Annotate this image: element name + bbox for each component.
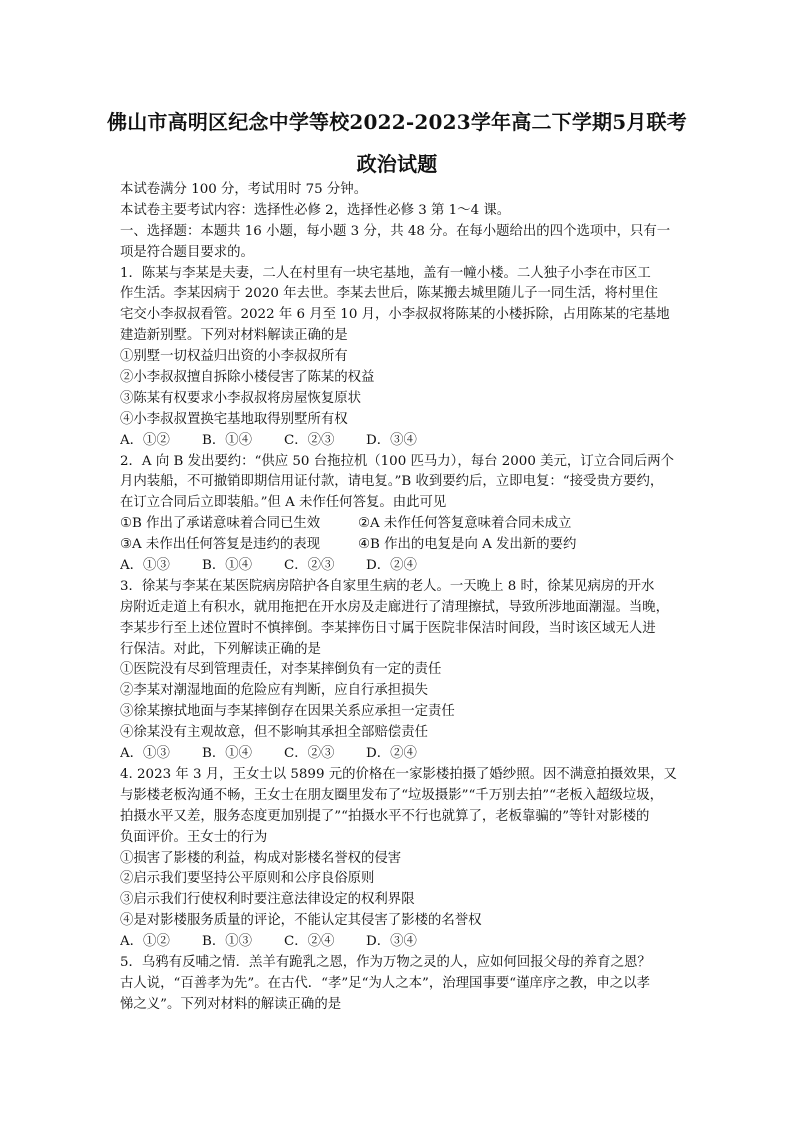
section-instructions: 一、选择题：本题共 16 小题，每小题 3 分，共 48 分。在每小题给出的四个选项中，只有一 — [120, 223, 671, 239]
statement-item: ①医院没有尽到管理责任，对李某摔倒负有一定的责任 — [120, 662, 442, 678]
option-b: B．①④ — [202, 558, 253, 574]
statement-item: ④徐某没有主观故意，但不影响其承担全部赔偿责任 — [120, 725, 428, 741]
option-c: C．②③ — [284, 558, 335, 574]
statement-item: ②A 未作任何答复意味着合同未成立 — [358, 516, 572, 532]
question-stem-line: 悌之义”。下列对材料的解读正确的是 — [120, 996, 342, 1012]
question-stem-line: 2．A 向 B 发出要约：“供应 50 台拖拉机（100 匹马力），每台 2000 美元，订立合同后两个 — [120, 453, 675, 469]
statement-item: ②李某对潮湿地面的危险应有判断，应自行承担损失 — [120, 683, 428, 699]
statement-item: ①别墅一切权益归出资的小李叔叔所有 — [120, 349, 348, 365]
statement-item-row — [120, 535, 680, 556]
statement-item: ④小李叔叔置换宅基地取得别墅所有权 — [120, 411, 348, 427]
question-4 — [120, 765, 680, 953]
section-instructions-cont: 项是符合题目要求的。 — [120, 244, 254, 260]
question-stem-line: 宅交小李叔叔看管。2022 年 6 月至 10 月，小李叔叔将陈某的小楼拆除，占用陈某的宅基地 — [120, 307, 670, 323]
statement-item: ①损害了影楼的利益，构成对影楼名誉权的侵害 — [120, 850, 402, 866]
statement-item-row — [120, 514, 680, 535]
question-stem-line: 1．陈某与李某是夫妻，二人在村里有一块宅基地，盖有一幢小楼。二人独子小李在市区工 — [120, 265, 651, 281]
option-d: D．②④ — [366, 746, 417, 762]
document-title: 佛山市高明区纪念中学等校2022-2023学年高二下学期5月联考 — [107, 110, 687, 134]
question-1 — [120, 264, 680, 452]
answer-options — [120, 932, 680, 953]
statement-item: ③陈某有权要求小李叔叔将房屋恢复原状 — [120, 390, 362, 406]
question-3 — [120, 577, 680, 765]
statement-item: ④是对影楼服务质量的评论，不能认定其侵害了影楼的名誉权 — [120, 913, 482, 929]
option-a: A．①③ — [120, 746, 170, 762]
question-stem-line: 房附近走道上有积水，就用拖把在开水房及走廊进行了清理擦拭，导致所涉地面潮湿。当晚， — [120, 599, 670, 615]
statement-item: ②小李叔叔擅自拆除小楼侵害了陈某的权益 — [120, 370, 375, 386]
question-stem-line: 作生活。李某因病于 2020 年去世。李某去世后，陈某搬去城里随儿子一同生活，将村里住 — [120, 286, 659, 302]
question-stem-line: 李某步行至上述位置时不慎摔倒。李某摔伤日寸属于医院非保洁时间段，当时该区域无人进 — [120, 620, 656, 636]
option-b: B．①③ — [202, 934, 253, 950]
statement-item: ④B 作出的电复是向 A 发出新的要约 — [358, 537, 577, 553]
question-stem-line: 4. 2023 年 3 月，王女士以 5899 元的价格在一家影楼拍摄了婚纱照。因不满意拍摄效果，又 — [120, 766, 677, 782]
answer-options — [120, 744, 680, 765]
exam-score-info: 本试卷满分 100 分，考试用时 75 分钟。 — [120, 182, 368, 197]
option-b: B．①④ — [202, 432, 253, 448]
question-2 — [120, 452, 680, 577]
document-body — [120, 180, 680, 1016]
question-stem-line: 在订立合同后立即装船。”但 A 未作任何答复。由此可见 — [120, 495, 447, 511]
option-c: C．②③ — [284, 746, 335, 762]
statement-item: ③徐某擦拭地面与李某摔倒存在因果关系应承担一定责任 — [120, 704, 455, 720]
question-5 — [120, 953, 680, 1016]
question-stem-line: 建造新别墅。下列对材料解读正确的是 — [120, 328, 348, 344]
option-c: C．②③ — [284, 432, 335, 448]
question-stem-line: 3．徐某与李某在某医院病房陪护各自家里生病的老人。一天晚上 8 时，徐某见病房的开水 — [120, 578, 655, 594]
question-stem-line: 月内装船，不可撤销即期信用证付款，请电复。”B 收到要约后，立即电复：“接受贵方要约， — [120, 474, 664, 490]
option-c: C．②④ — [284, 934, 335, 950]
statement-item: ③启示我们行使权利时要注意法律设定的权利界限 — [120, 892, 415, 908]
exam-scope-info: 本试卷主要考试内容：选择性必修 2，选择性必修 3 第 1～4 课。 — [120, 202, 511, 218]
question-stem-line: 拍摄水平又差，服务态度更加别提了”“拍摄水平不行也就算了，老板靠骗的”等针对影楼的 — [120, 808, 650, 824]
document-subtitle: 政治试题 — [356, 152, 438, 176]
statement-item: ③A 未作出任何答复是违约的表现 — [120, 537, 321, 553]
statement-item: ②启示我们要坚持公平原则和公序良俗原则 — [120, 871, 375, 887]
option-b: B．①④ — [202, 746, 253, 762]
option-d: D．③④ — [366, 934, 417, 950]
option-a: A．①② — [120, 934, 170, 950]
option-a: A．①③ — [120, 558, 170, 574]
statement-item: ①B 作出了承诺意味着合同已生效 — [120, 516, 321, 532]
question-stem-line: 行保洁。对此，下列解读正确的是 — [120, 641, 321, 657]
question-stem-line: 古人说，“百善孝为先”。在古代．“孝”足“为人之本”，治理国事要“谨庠序之教，申之以孝 — [120, 975, 650, 991]
question-stem-line: 负面评价。王女士的行为 — [120, 829, 268, 845]
question-stem-line: 5．乌鸦有反哺之情．羔羊有跪乳之恩，作为万物之灵的人，应如何回报父母的养育之恩？ — [120, 954, 651, 970]
option-d: D．②④ — [366, 558, 417, 574]
option-d: D．③④ — [366, 432, 417, 448]
answer-options — [120, 556, 680, 577]
option-a: A．①② — [120, 432, 170, 448]
question-stem-line: 与影楼老板沟通不畅，王女士在朋友圈里发布了“垃圾摄影”“千万别去拍”“老板入超级垃圾， — [120, 787, 664, 803]
answer-options — [120, 431, 680, 452]
